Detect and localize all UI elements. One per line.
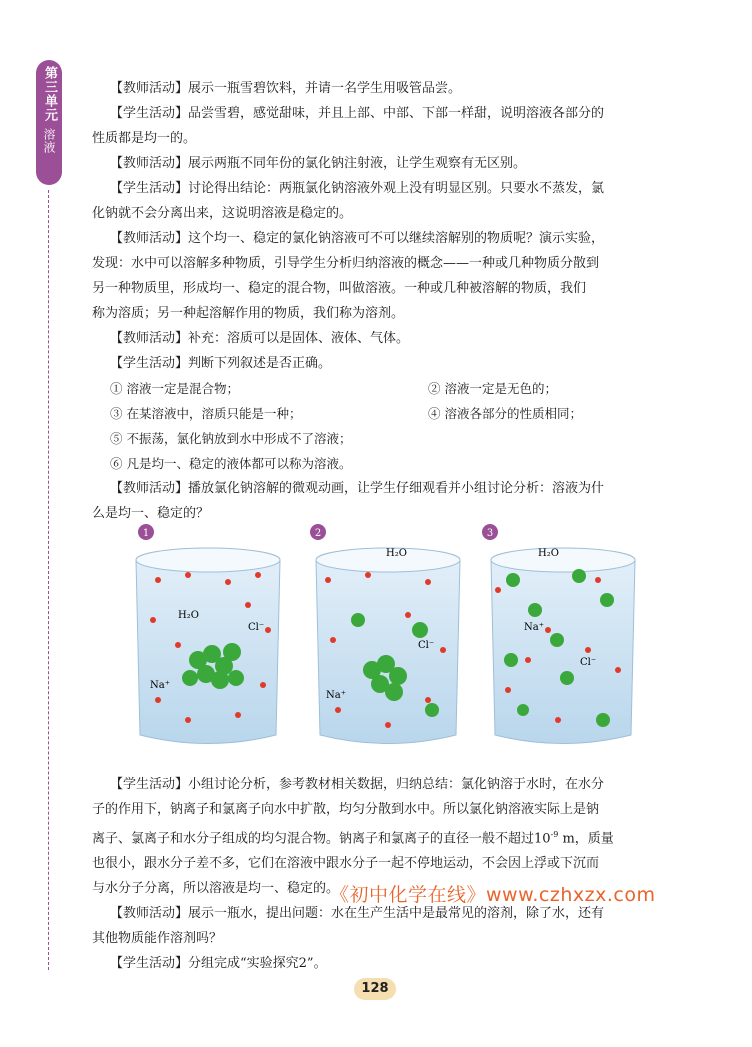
paragraph-8: 【教师活动】播放氯化钠溶解的微观动画，让学生仔细观看并小组讨论分析：溶液为什 — [110, 481, 605, 496]
paragraph-5-cont: 发现：水中可以溶解多种物质，引导学生分析归纳溶液的概念——一种或几种物质分散到 — [92, 256, 600, 271]
paragraph-9-line-3: 也很小，跟水分子差不多，它们在溶液中跟水分子一起不停地运动，不会因上浮或下沉而 — [92, 856, 600, 872]
side-dashed-line — [48, 190, 49, 970]
paragraph-4-cont: 化钠就不会分离出来，这说明溶液是稳定的。 — [92, 206, 353, 221]
label-h2o-2: H₂O — [386, 548, 407, 559]
judgment-item-6: ⑥ 凡是均一、稳定的液体都可以称为溶液。 — [110, 456, 352, 471]
paragraph-9-line-1: 子的作用下，钠离子和氯离子向水中扩散，均匀分散到水中。所以氯化钠溶液实际上是钠 — [92, 802, 600, 817]
badge-3-group — [482, 524, 498, 540]
main-text — [92, 76, 662, 526]
paragraph-9-line-2: 离子、氯离子和水分子组成的均匀混合物。钠离子和氯离子的直径一般不超过$10^{-9}$ m，质量 — [92, 830, 614, 847]
paragraph-7: 【学生活动】判断下列叙述是否正确。 — [110, 356, 332, 371]
label-na-1: Na⁺ — [150, 680, 170, 691]
badge-1: 1 — [142, 528, 150, 539]
badge-3: 3 — [486, 528, 494, 539]
judgment-row-1: ① 溶液一定是混合物； ② 溶液一定是无色的； — [110, 381, 557, 396]
label-cl-2: Cl⁻ — [418, 640, 435, 651]
paragraph-1: 【教师活动】展示一瓶雪碧饮料，并请一名学生用吸管品尝。 — [110, 81, 462, 96]
page-number: 128 — [354, 978, 396, 1000]
paragraph-6: 【教师活动】补充：溶质可以是固体、液体、气体。 — [110, 331, 410, 346]
judgment-item-5: ⑤ 不振荡，氯化钠放到水中形成不了溶液； — [110, 431, 352, 446]
label-na-2: Na⁺ — [326, 690, 346, 701]
paragraph-2-cont: 性质都是均一的。 — [92, 131, 197, 146]
paragraph-2: 【学生活动】品尝雪碧，感觉甜味，并且上部、中部、下部一样甜，说明溶液各部分的 — [110, 106, 605, 121]
badge-2: 2 — [314, 528, 322, 539]
label-cl-1: Cl⁻ — [248, 622, 265, 633]
topic-label: 溶液 — [42, 128, 56, 154]
bottom-text — [92, 772, 662, 976]
paragraph-10: 【教师活动】展示一瓶水，提出问题：水在生产生活中是最常见的溶剂，除了水，还有 — [110, 906, 605, 922]
beaker-2 — [316, 548, 460, 744]
unit-label: 第三单元 — [42, 66, 57, 122]
paragraph-3: 【教师活动】展示两瓶不同年份的氯化钠注射液，让学生观察有无区别。 — [110, 156, 527, 171]
unit-side-tab — [36, 60, 62, 185]
paragraph-5-cont2: 另一种物质里，形成均一、稳定的混合物，叫做溶液。一种或几种被溶解的物质，我们 — [92, 281, 587, 296]
paragraph-11: 【学生活动】分组完成“实验探究2”。 — [110, 956, 327, 972]
paragraph-5: 【教师活动】这个均一、稳定的氯化钠溶液可不可以继续溶解别的物质呢？演示实验， — [110, 231, 605, 246]
beaker-3 — [491, 548, 635, 744]
judgment-row-2: ③ 在某溶液中，溶质只能是一种； ④ 溶液各部分的性质相同； — [110, 406, 582, 421]
label-h2o-1: H₂O — [178, 610, 199, 621]
dissolution-figure — [128, 520, 658, 760]
paragraph-9-line-4: 与水分子分离，所以溶液是均一、稳定的。 — [92, 881, 340, 897]
label-h2o-3: H₂O — [538, 548, 559, 559]
badge-1-group — [138, 524, 154, 540]
label-cl-3: Cl⁻ — [580, 657, 597, 668]
paragraph-5-cont3: 称为溶质；另一种起溶解作用的物质，我们称为溶剂。 — [92, 306, 405, 321]
paragraph-10-line-1: 其他物质能作溶剂吗？ — [92, 931, 223, 947]
paragraph-4: 【学生活动】讨论得出结论：两瓶氯化钠溶液外观上没有明显区别。只要水不蒸发，氯 — [110, 181, 605, 196]
badge-2-group — [310, 524, 326, 540]
paragraph-8-cont: 么是均一、稳定的？ — [92, 506, 210, 521]
label-na-3: Na⁺ — [524, 622, 544, 633]
watermark: 《初中化学在线》www.czhxzx.com — [330, 884, 656, 906]
paragraph-9: 【学生活动】小组讨论分析，参考教材相关数据，归纳总结：氯化钠溶于水时，在水分 — [110, 777, 605, 792]
